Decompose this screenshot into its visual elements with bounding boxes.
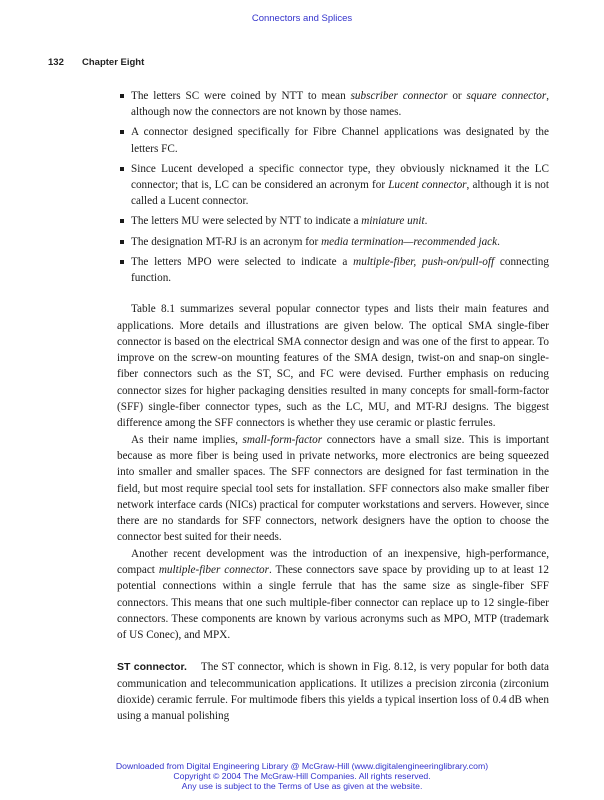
text-run: , although now the connectors are not known by those names.	[131, 90, 549, 119]
text-run: connecting function.	[131, 255, 549, 284]
text-run: connectors have a small size. This is important because as more fiber is being used in private networks, more electronics are being squeezed into smaller and smaller spaces. The SFF connectors are designed for fast termination in the field, but most require special tool sets for installation. SFF connectors also make smaller fiber network interface cards (NICs) practical for computer workstations and servers. However, since there are no standards for SFF connectors, network designers have the option to choose the connector best suited for their needs.	[117, 433, 549, 544]
italic-term: square connector	[466, 90, 547, 102]
bullet-item	[117, 161, 549, 210]
st-connector-text: The ST connector, which is shown in Fig. 8.12, is very popular for both data communication and telecommunication applications. It utilizes a precision zirconia (zirconium dioxide) ceramic ferrule. For multimode fibers this yields a typical insertion loss of 0.4 dB when using a manual polishing	[117, 661, 549, 723]
st-connector-section	[117, 659, 549, 724]
bullet-item	[117, 124, 549, 157]
text-run: or	[447, 90, 467, 102]
bullet-item	[117, 88, 549, 121]
text-run: .	[497, 235, 500, 248]
italic-term: media termination—recommended jack	[321, 235, 498, 248]
italic-term: multiple-fiber, push-on/pull-off	[353, 255, 495, 268]
text-run: Since Lucent developed a specific connector type, they obviously nicknamed it the LC connector; that is, LC can be considered an acronym for	[131, 162, 549, 192]
body-paragraph	[117, 432, 549, 546]
body-paragraph	[117, 301, 549, 431]
text-run: , although it is not called a Lucent connector.	[131, 179, 549, 208]
running-head	[48, 57, 144, 68]
footer-copyright: Copyright © 2004 The McGraw-Hill Companies. All rights reserved.	[173, 770, 431, 781]
text-run: . These connectors save space by providing up to at least 12 potential connections within a single ferrule that has the same size as single-fiber SFF connectors. This means that one such multiple-fiber connector can replace up to 12 single-fiber connectors. These components are known by various acronyms such as MPO, MTP (trademark of US Conec), and MPX.	[117, 564, 549, 642]
text-run: As their name implies,	[131, 433, 243, 446]
chapter-label: Chapter Eight	[82, 57, 145, 68]
footer-notice	[0, 762, 604, 791]
bullet-item	[117, 213, 549, 229]
italic-term: small-form-factor	[242, 433, 323, 446]
italic-term: multiple-fiber connector	[158, 564, 270, 576]
page-body	[117, 88, 549, 725]
text-run: .	[424, 215, 428, 228]
body-paragraph	[117, 546, 549, 644]
text-run: Another recent development was the introduction of an inexpensive, high-performance, compact	[117, 547, 549, 576]
italic-term: subscriber connector	[350, 90, 448, 102]
italic-term: Lucent connector	[388, 179, 467, 192]
text-run: The letters MU were selected by NTT to indicate a	[131, 215, 362, 228]
bullet-item	[117, 234, 549, 250]
acronym-bullet-list	[117, 88, 549, 286]
st-connector-heading: ST connector.	[117, 661, 187, 674]
italic-term: miniature unit	[361, 215, 425, 228]
page-number: 132	[48, 57, 64, 68]
text-run: Table 8.1 summarizes several popular connector types and lists their main features and applications. More details and illustrations are given below. The optical SMA single-fiber connector is based on the electrical SMA connector design and was one of the first to appear. To improve on the screw-on mounting features of the SMA design, twist-on and snap-on single-fiber connectors such as the ST, SC, and FC were devised. Further emphasis on reducing connector sizes for higher packaging densities resulted in many concepts for small-form-factor (SFF) single-fiber connector types, such as the LC, MU, and MT-RJ designs. The biggest difference among the SFF connectors is whether they use ceramic or plastic ferrules.	[117, 303, 549, 430]
text-run: The letters SC were coined by NTT to mean	[131, 90, 351, 102]
body-paragraphs	[117, 301, 549, 643]
text-run: The letters MPO were selected to indicate a	[131, 255, 354, 268]
text-run: The designation MT-RJ is an acronym for	[131, 235, 322, 248]
footer-download-link[interactable]: Downloaded from Digital Engineering Library @ McGraw-Hill (www.digitalengineeringlibrary.com)	[115, 761, 489, 771]
text-run: A connector designed specifically for Fibre Channel applications was designated by the letters FC.	[131, 126, 549, 155]
bullet-item	[117, 254, 549, 287]
chapter-title-banner[interactable]: Connectors and Splices	[251, 13, 353, 24]
footer-terms-link[interactable]: Any use is subject to the Terms of Use as given at the website.	[181, 780, 423, 791]
